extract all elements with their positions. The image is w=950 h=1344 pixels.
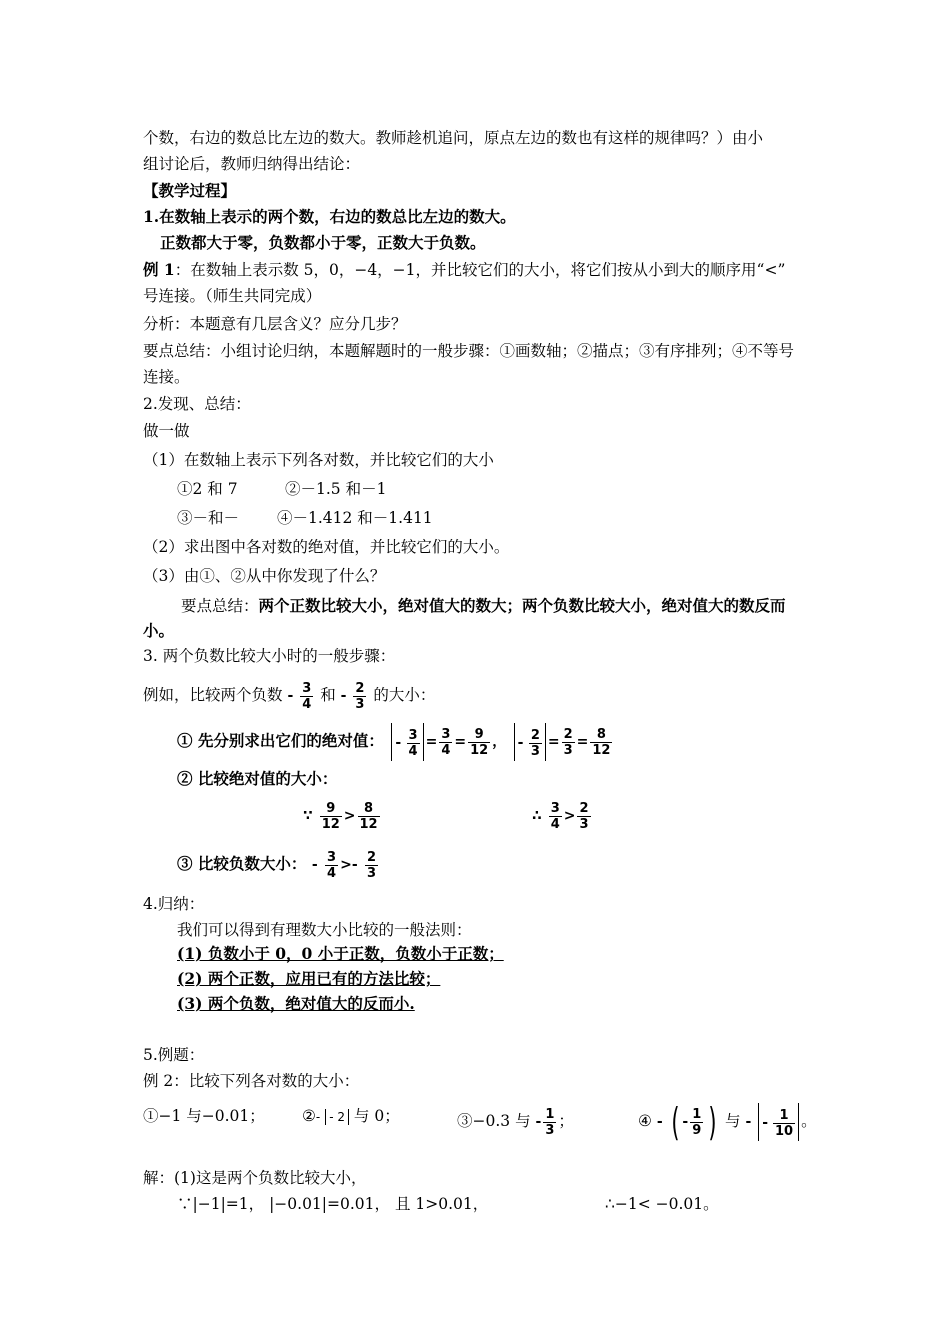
summary-text: 两个正数比较大小，绝对值大的数大；两个负数比较大小，绝对值大的数反而	[258, 596, 786, 615]
paragraph-line: 连接。	[143, 368, 190, 386]
paragraph-line: 小。	[143, 621, 175, 640]
example-item-3: ③−0.3 与 - $\frac{1}{3}$ ；	[457, 1106, 574, 1138]
example-item-1: ①−1 与−0.01；	[143, 1107, 265, 1125]
example-item-2: ②- - 2 与 0；	[302, 1107, 400, 1125]
example-label: 例 1	[143, 260, 175, 279]
paragraph-line: 组讨论后，教师归纳得出结论：	[143, 155, 361, 173]
paragraph-line: （3）由①、②从中你发现了什么？	[143, 567, 386, 585]
step-label: ③ 比较负数大小：	[177, 854, 307, 873]
section-heading: 3. 两个负数比较大小时的一般步骤：	[143, 647, 396, 665]
rule-2: (2) 两个正数，应用已有的方法比较；	[177, 969, 441, 988]
solution-line: ∴−1< −0.01。	[605, 1195, 719, 1213]
example-item-4: ④ - ( - $\frac{1}{9}$ ) 与 - - $\frac{1}{10}$ 。	[638, 1100, 817, 1144]
paragraph-line: （2）求出图中各对数的绝对值，并比较它们的大小。	[143, 538, 510, 556]
abs-compare: ∵ $\frac{9}{12}$ > $\frac{8}{12}$	[303, 800, 378, 832]
paragraph-line: （1）在数轴上表示下列各对数，并比较它们的大小	[143, 451, 494, 469]
section-heading: 2.发现、总结：	[143, 395, 251, 413]
example-text: 例如，比较两个负数	[143, 686, 283, 704]
rule-statement: 正数都大于零，负数都小于零，正数大于负数。	[160, 233, 486, 252]
number-pair: ①2 和 7	[177, 480, 238, 498]
paragraph-line: 号连接。（师生共同完成）	[143, 287, 322, 305]
summary-prefix: 要点总结：	[181, 597, 259, 615]
step-label: ① 先分别求出它们的绝对值：	[177, 731, 384, 750]
solution-line: ∵|−1|=1， |−0.01|=0.01， 且 1>0.01，	[177, 1195, 489, 1213]
absolute-value: - $\frac{3}{4}$	[391, 723, 423, 761]
abs-compare-result: ∴ $\frac{3}{4}$ > $\frac{2}{3}$	[532, 800, 589, 832]
fraction-2-3: $\frac{2}{3}$	[355, 680, 365, 712]
paragraph-line: 例 2：比较下列各对数的大小：	[143, 1072, 360, 1090]
minus-sign: -	[287, 688, 294, 704]
absolute-value: - $\frac{2}{3}$	[514, 723, 546, 761]
step-2: ② 比较绝对值的大小：	[177, 769, 338, 788]
fraction-3-4: $\frac{3}{4}$	[302, 680, 312, 712]
step-1: ① 先分别求出它们的绝对值： - $\frac{3}{4}$ = $\frac{3}{4}$ = $\frac{9}{12}$ ， - $\frac{2}{3}$ = $\frac{2}{3}$ = $\frac{8}{12}$	[177, 722, 614, 761]
example-1	[143, 260, 785, 280]
rule-statement: 1.在数轴上表示的两个数，右边的数总比左边的数大。	[143, 207, 516, 226]
step-3: ③ 比较负数大小： - $\frac{3}{4}$ >- $\frac{2}{3}$	[177, 849, 377, 881]
example-text: 和	[320, 686, 336, 704]
key-summary	[181, 596, 786, 616]
paragraph-line: 做一做	[143, 422, 190, 440]
rule-3: (3) 两个负数，绝对值大的反而小.	[177, 994, 415, 1013]
paragraph-line: 我们可以得到有理数大小比较的一般法则：	[177, 921, 472, 939]
paragraph-line: 分析：本题意有几层含义？应分几步？	[143, 315, 407, 333]
number-pair: ④－1.412 和－1.411	[277, 509, 433, 527]
section-heading: 5.例题：	[143, 1046, 205, 1064]
section-heading: 【教学过程】	[143, 181, 237, 200]
solution-line: 解：(1)这是两个负数比较大小，	[143, 1169, 367, 1187]
rule-1: (1) 负数小于 0，0 小于正数，负数小于正数；	[177, 944, 504, 963]
number-pair: ③－和－	[177, 509, 240, 527]
paragraph-line: 要点总结：小组讨论归纳，本题解题时的一般步骤：①画数轴；②描点；③有序排列；④不等号	[143, 342, 795, 360]
number-pair: ②－1.5 和－1	[285, 480, 387, 498]
minus-sign: -	[340, 688, 347, 704]
section-heading: 4.归纳：	[143, 895, 205, 913]
example-text: 的大小：	[373, 686, 436, 704]
example-text: ：在数轴上表示数 5，0，−4，−1，并比较它们的大小，将它们按从小到大的顺序用“<”	[174, 261, 786, 279]
paragraph-line: 个数，右边的数总比左边的数大。教师趁机追问，原点左边的数也有这样的规律吗？）由小	[143, 129, 764, 147]
compare-example	[143, 676, 435, 715]
